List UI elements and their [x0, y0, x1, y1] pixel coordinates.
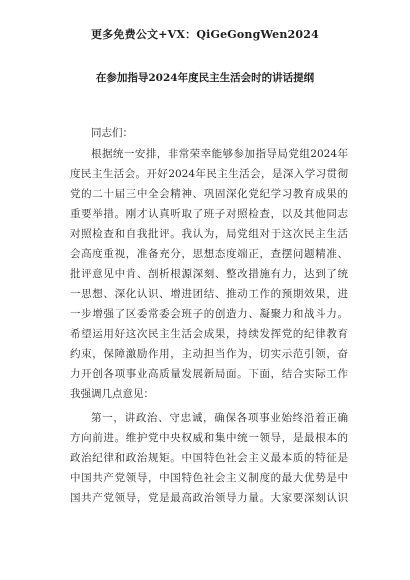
body-line: 党的二十届三中全会精神、巩固深化党纪学习教育成果的	[70, 188, 348, 200]
body-line: 希望运用好这次民主生活会成果，持续发挥党的纪律教育	[70, 328, 348, 340]
document-title: 在参加指导2024年度民主生活会时的讲话提纲	[95, 72, 315, 84]
body-line: 根据统一安排，非常荣幸能够参加指导局党组2024年	[91, 148, 348, 160]
body-line: 约束，保障激励作用，主动担当作为，切实示范引领，奋	[70, 348, 348, 360]
body-line: 方向前进。维护党中央权威和集中统一领导，是最根本的	[70, 432, 348, 444]
body-line: 度民主生活会。开好2024年民主生活会，是深入学习贯彻	[70, 168, 348, 180]
body-line: 政治纪律和政治规矩。中国特色社会主义最本质的特征是	[70, 452, 348, 464]
body-line: 中国共产党领导，中国特色社会主义制度的最大优势是中	[70, 472, 348, 484]
body-line: 会高度重视，准备充分，思想态度端正，查摆问题精准、	[70, 248, 348, 260]
body-line: 第一，讲政治、守忠诚，确保各项事业始终沿着正确	[91, 412, 348, 424]
body-line: 我强调几点意见：	[70, 388, 154, 400]
body-line: 一步增强了区委常委会班子的创造力、凝聚力和战斗力。	[70, 308, 348, 320]
body-line: 重要举措。刚才认真听取了班子对照检查，以及其他同志	[70, 208, 348, 220]
salutation: 同志们：	[91, 127, 133, 139]
body-line: 力开创各项事业高质量发展新局面。下面，结合实际工作	[70, 368, 348, 380]
body-line: 一思想、深化认识、增进团结、推动工作的预期效果，进	[70, 288, 348, 300]
body-line: 对照检查和自我批评。我认为，局党组对于这次民主生活	[70, 228, 348, 240]
promo-header: 更多免费公文+VX：QiGeGongWen2024	[91, 28, 319, 41]
body-line: 批评意见中肯、剖析根源深刻、整改措施有力，达到了统	[70, 268, 348, 280]
body-line: 国共产党领导，党是最高政治领导力量。大家要深刻认识	[70, 492, 348, 504]
